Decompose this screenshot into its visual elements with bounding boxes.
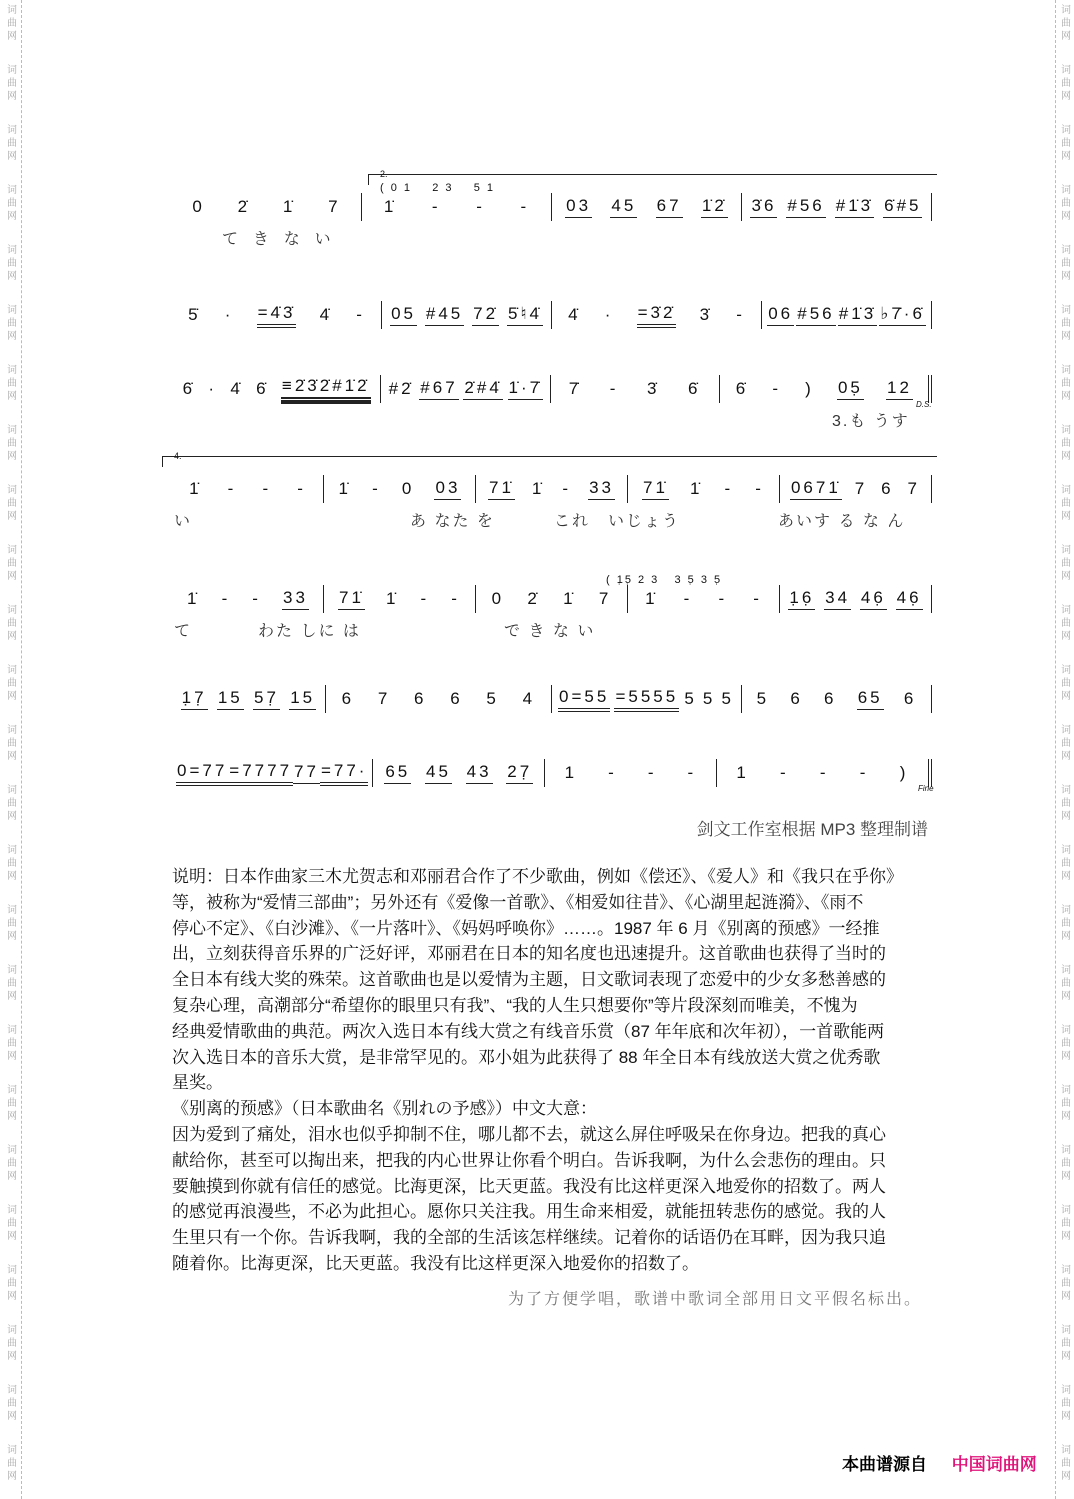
- lyrics: い: [174, 513, 193, 530]
- measure: [780, 585, 932, 613]
- note: 46̣: [860, 588, 887, 610]
- note: 65: [857, 688, 884, 710]
- note: 1̇: [531, 478, 545, 498]
- watermark-text: 词 曲 网: [7, 785, 17, 822]
- score-row: [172, 684, 932, 714]
- score-row: [172, 192, 932, 222]
- note: 71̇: [488, 478, 515, 500]
- note: 33: [588, 478, 615, 500]
- footer-source: [842, 1450, 1037, 1475]
- description-line: 出，立刻获得音乐界的广泛好评，邓丽君在日本的知名度也迅速提升。这首歌曲也获得了当时的: [172, 944, 886, 964]
- note: ): [899, 762, 909, 782]
- measure: [373, 759, 545, 787]
- note: 1: [736, 762, 749, 782]
- description-text: [172, 864, 942, 1277]
- note: 5: [721, 688, 734, 708]
- note: 1̇: [282, 196, 296, 216]
- lyrics-note: 为了方便学唱，歌谱中歌词全部用日文平假名标出。: [507, 1291, 922, 1308]
- note: 05̣: [837, 378, 864, 400]
- watermark-text: 词 曲 网: [1061, 125, 1071, 162]
- note: -: [647, 762, 657, 782]
- watermark-text: 词 曲 网: [1061, 1025, 1071, 1062]
- note: -: [562, 478, 572, 498]
- note: 5: [486, 688, 499, 708]
- note: =4̇3̇: [257, 303, 297, 328]
- note: 45: [610, 196, 637, 218]
- watermark-text: 词 曲 网: [7, 125, 17, 162]
- measure: [762, 301, 932, 329]
- note: -: [476, 196, 485, 216]
- note: -: [356, 304, 365, 324]
- measure: [172, 193, 362, 221]
- description-line: 生里只有一个你。告诉我啊，我的全部的生活该怎样继续。记着你的话语仍在耳畔，因为我只追: [172, 1228, 886, 1248]
- watermark-text: 词 曲 网: [7, 365, 17, 402]
- note: 0=55: [558, 687, 610, 712]
- note: 4̇: [319, 304, 333, 324]
- note: 6: [881, 478, 894, 498]
- note: ): [805, 378, 814, 398]
- watermark-text: 词 曲 网: [7, 485, 17, 522]
- measure: [742, 193, 932, 221]
- lyrics: これ: [554, 513, 591, 530]
- measure: [628, 475, 780, 503]
- note: 15: [289, 688, 316, 710]
- watermark-text: 词 曲 网: [7, 1205, 17, 1242]
- note: 15: [217, 688, 244, 710]
- note: 1̇·7̇: [508, 378, 544, 400]
- note: 0=77: [176, 761, 228, 786]
- measure: [476, 585, 628, 613]
- watermark-text: 词 曲 网: [1061, 1145, 1071, 1182]
- lyrics: 3.も うす: [832, 413, 910, 430]
- watermark-text: 词 曲 网: [7, 1445, 17, 1482]
- note: ·: [604, 304, 614, 324]
- note: -: [297, 478, 306, 498]
- measure: [545, 759, 717, 787]
- watermark-text: 词 曲 网: [7, 1265, 17, 1302]
- note: =77·: [320, 761, 369, 786]
- note: 2̇: [527, 588, 540, 608]
- note: 7: [598, 588, 612, 608]
- note: 1̇: [189, 478, 202, 498]
- measure: [172, 475, 324, 503]
- description-line: 等，被称为“爱情三部曲”；另外还有《爱像一首歌》、《相爱如往昔》、《心湖里起涟漪》、《雨不: [172, 892, 864, 912]
- note: -: [608, 762, 617, 782]
- measure: [324, 475, 476, 503]
- note: ·: [224, 304, 234, 324]
- note: 6: [824, 688, 837, 708]
- description-line: 经典爱情歌曲的典范。两次入选日本有线大赏之有线音乐赏（87 年年底和次年初），一首歌能两: [172, 1021, 885, 1041]
- measure: [552, 685, 742, 713]
- measure: [628, 585, 780, 613]
- note: #45: [425, 304, 464, 326]
- note: 71̇: [642, 478, 669, 500]
- note: 0: [401, 478, 415, 498]
- note: 71̇: [338, 588, 365, 610]
- watermark-text: 词 曲 网: [7, 1385, 17, 1422]
- measure: [324, 585, 476, 613]
- watermark-text: 词 曲 网: [1061, 305, 1071, 342]
- watermark-text: 词 曲 网: [7, 305, 17, 342]
- note: 5̇: [188, 304, 201, 324]
- note: =3̇2̇: [637, 303, 677, 328]
- note: #2̇: [388, 378, 414, 398]
- lyrics: で き な い: [504, 623, 596, 640]
- note: 33: [282, 588, 309, 610]
- lyrics: て: [174, 623, 193, 640]
- measure: [552, 193, 742, 221]
- watermark-text: 词 曲 网: [7, 1145, 17, 1182]
- watermark-text: 词 曲 网: [1061, 1385, 1071, 1422]
- note: 46̣: [896, 588, 923, 610]
- note: -: [221, 588, 231, 608]
- watermark-text: 词 曲 网: [1061, 545, 1071, 582]
- note: 1̣7̣: [181, 688, 208, 710]
- watermark-text: 词 曲 网: [1061, 485, 1071, 522]
- note: 05: [390, 304, 417, 326]
- note: 03: [434, 478, 461, 500]
- watermark-text: 词 曲 网: [1061, 905, 1071, 942]
- watermark-text: 词 曲 网: [7, 65, 17, 102]
- description-line: 的感觉再浪漫些，不必为此担心。愿你只关注我。用生命来相爱，就能扭转悲伤的感觉。我的人: [172, 1202, 886, 1222]
- note: 06: [767, 304, 794, 326]
- watermark-text: 词 曲 网: [7, 845, 17, 882]
- measure: [717, 759, 932, 787]
- note: 6̇: [182, 378, 196, 398]
- note: 6: [341, 688, 355, 708]
- note: 72̇: [472, 304, 499, 326]
- note: 5: [756, 688, 770, 708]
- note: 6̇: [687, 378, 701, 398]
- left-dashed-margin: [21, 0, 22, 1499]
- note: 0671̇: [790, 478, 842, 500]
- note: 2̇: [237, 196, 251, 216]
- watermark-text: 词 曲 网: [1061, 365, 1071, 402]
- note: -: [262, 478, 272, 498]
- description-line: 次入选日本的音乐大赏，是非常罕见的。邓小姐为此获得了 88 年全日本有线放送大赏之优秀歌: [172, 1047, 881, 1067]
- transcription-credit: 剑文工作室根据 MP3 整理制谱: [696, 820, 928, 839]
- watermark-text: 词 曲 网: [7, 965, 17, 1002]
- measure: [362, 193, 552, 221]
- note: ·: [208, 378, 218, 398]
- note: 77: [293, 762, 320, 784]
- note: 4̇: [568, 304, 581, 324]
- measure: [381, 375, 550, 403]
- score-row: [172, 474, 932, 504]
- watermark-text: 词 曲 网: [1061, 5, 1071, 42]
- note: 1̇: [338, 478, 352, 498]
- watermark-text: 词 曲 网: [7, 245, 17, 282]
- note: 27̣: [506, 762, 533, 784]
- note: -: [755, 478, 764, 498]
- watermark-text: 词 曲 网: [1061, 605, 1071, 642]
- note: 7̇: [568, 378, 582, 398]
- watermark-text: 词 曲 网: [1061, 245, 1071, 282]
- note: -: [683, 588, 693, 608]
- note: =5555: [614, 687, 679, 712]
- note: 7: [377, 688, 391, 708]
- measure: [172, 585, 324, 613]
- watermark-text: 词 曲 网: [7, 1085, 17, 1122]
- note: -: [609, 378, 619, 398]
- score-row: [172, 300, 932, 330]
- note: -: [736, 304, 745, 324]
- note: 6: [450, 688, 463, 708]
- note: -: [431, 196, 441, 216]
- watermark-text: 词 曲 网: [7, 5, 17, 42]
- source-label: 本曲谱源自: [842, 1455, 927, 1474]
- note: 0: [192, 196, 205, 216]
- score-row: [172, 374, 932, 404]
- description-line: 因为爱到了痛处，泪水也似乎抑制不住，哪儿都不去，就这么屏住呼吸呆在你身边。把我的真心: [172, 1124, 886, 1144]
- watermark-text: 词 曲 网: [1061, 1205, 1071, 1242]
- note: 1̣6̣: [788, 588, 815, 610]
- site-name-link[interactable]: 中国词曲网: [951, 1455, 1037, 1474]
- note: 1̇: [383, 196, 397, 216]
- note: 1̇: [690, 478, 703, 498]
- measure: [382, 301, 552, 329]
- watermark-text: 词 曲 网: [7, 905, 17, 942]
- score-row: [172, 758, 932, 788]
- note: 5̇♮4̇: [507, 304, 543, 326]
- watermark-text: 词 曲 网: [7, 1025, 17, 1062]
- watermark-text: 词 曲 网: [7, 605, 17, 642]
- note: -: [859, 762, 869, 782]
- note: 7: [854, 478, 868, 498]
- note: 12: [886, 378, 913, 400]
- note: 34: [824, 588, 851, 610]
- note: 57̣: [253, 688, 280, 710]
- measure: [720, 375, 932, 403]
- watermark-text: 词 曲 网: [1061, 1325, 1071, 1362]
- note: 6̇#5: [883, 196, 922, 218]
- watermark-text: 词 曲 网: [7, 545, 17, 582]
- lyrics: わた しに は: [258, 623, 361, 640]
- note: 3̇: [646, 378, 660, 398]
- note: -: [718, 588, 728, 608]
- measure: [172, 301, 382, 329]
- score-row: [172, 584, 932, 614]
- end-mark: Fine: [918, 784, 934, 793]
- measure: [551, 375, 720, 403]
- note: 4̇: [230, 378, 243, 398]
- description-line: 《别离的预感》（日本歌曲名《别れの予感》）中文大意：: [172, 1099, 597, 1119]
- note: -: [451, 588, 460, 608]
- note: 3̇6: [750, 196, 777, 218]
- measure: [552, 301, 762, 329]
- note: 6: [903, 688, 917, 708]
- lyrics: あ なた を: [410, 513, 495, 530]
- note: -: [753, 588, 762, 608]
- note: -: [227, 478, 237, 498]
- watermark-text: 词 曲 网: [1061, 845, 1071, 882]
- watermark-text: 词 曲 网: [7, 1325, 17, 1362]
- measure: [326, 685, 552, 713]
- note: -: [819, 762, 829, 782]
- note: 3̇: [699, 304, 713, 324]
- note: 6̇: [735, 378, 749, 398]
- description-line: 说明：日本作曲家三木尤贺志和邓丽君合作了不少歌曲，例如《偿还》、《爱人》和《我只在乎你》: [172, 867, 903, 886]
- note: 0: [491, 588, 505, 608]
- note: 6: [790, 688, 803, 708]
- watermark-text: 词 曲 网: [1061, 725, 1071, 762]
- note: 4: [522, 688, 536, 708]
- ornament-annotation: ( 1̣5̣ 2 3 3 5̣ 3 5̣: [606, 574, 723, 586]
- note: #56: [786, 196, 825, 218]
- right-dashed-margin: [1055, 0, 1056, 1499]
- measure: [742, 685, 932, 713]
- measure: [172, 759, 373, 787]
- watermark-text: 词 曲 网: [7, 185, 17, 222]
- note: 45: [425, 762, 452, 784]
- note: 1̇2̇: [701, 196, 728, 218]
- description-line: 献给你，甚至可以掏出来，把我的内心世界让你看个明白。告诉我啊，为什么会悲伤的理由。只: [172, 1150, 886, 1170]
- note: #1̇3̇: [838, 304, 877, 326]
- description-line: 全日本有线大奖的殊荣。这首歌曲也是以爱情为主题，日文歌词表现了恋爱中的少女多愁善感的: [172, 970, 886, 990]
- note: 6: [414, 688, 427, 708]
- description-line: 随着你。比海更深，比天更蓝。我没有比这样更深入地爱你的招数了。: [172, 1253, 699, 1273]
- measure: [172, 375, 381, 403]
- note: -: [520, 196, 530, 216]
- note: 43: [466, 762, 493, 784]
- end-mark: D.S.: [916, 400, 932, 409]
- measure: [476, 475, 628, 503]
- row1-lyrics: て き な い: [222, 231, 333, 248]
- note: -: [772, 378, 782, 398]
- measure: [172, 685, 326, 713]
- watermark-text: 词 曲 网: [1061, 1265, 1071, 1302]
- note: 1: [564, 762, 578, 782]
- note: 65: [384, 762, 411, 784]
- note: 1̇: [386, 588, 399, 608]
- watermark-text: 词 曲 网: [1061, 785, 1071, 822]
- watermark-text: 词 曲 网: [7, 725, 17, 762]
- note: =7777: [228, 761, 293, 786]
- note: 1̇: [563, 588, 576, 608]
- note: -: [252, 588, 261, 608]
- lyrics: あいす る な ん: [778, 513, 906, 530]
- watermark-text: 词 曲 网: [1061, 665, 1071, 702]
- note: ≡2̇3̇2̇#1̇2̇: [281, 376, 371, 402]
- note: -: [372, 478, 381, 498]
- ornament-annotation: ( 0 1 2 3 5 1: [380, 182, 496, 194]
- watermark-text: 词 曲 网: [7, 425, 17, 462]
- note: #67: [419, 378, 458, 400]
- note: 1̇: [187, 588, 200, 608]
- watermark-text: 词 曲 网: [1061, 1445, 1071, 1482]
- description-line: 停心不定》、《白沙滩》、《一片落叶》、《妈妈呼唤你》……。1987 年 6 月《别离的预感》一经推: [172, 918, 880, 938]
- volta-label: 4.: [174, 451, 182, 461]
- watermark-text: 词 曲 网: [1061, 965, 1071, 1002]
- note: 7: [328, 196, 341, 216]
- note: 7: [907, 478, 921, 498]
- note: -: [780, 762, 789, 782]
- note: #56: [796, 304, 835, 326]
- note: 2̇#4̇: [463, 378, 502, 400]
- lyrics: いじょう: [608, 513, 681, 530]
- watermark-text: 词 曲 网: [1061, 1085, 1071, 1122]
- note: 6̇: [256, 378, 269, 398]
- measure: [780, 475, 932, 503]
- note: ♭7̇·6̇: [879, 304, 926, 326]
- note: 5: [684, 688, 697, 708]
- description-line: 要触摸到你就有信任的感觉。比海更深，比天更蓝。我没有比这样更深入地爱你的招数了。两人: [172, 1176, 886, 1196]
- description-line: 复杂心理，高潮部分“希望你的眼里只有我”、“我的人生只想要你”等片段深刻而唯美，不愧为: [172, 995, 858, 1015]
- note: 67: [656, 196, 683, 218]
- note: -: [724, 478, 734, 498]
- note: 03: [565, 196, 592, 218]
- volta-label: 2.: [380, 169, 388, 179]
- watermark-text: 词 曲 网: [1061, 425, 1071, 462]
- note: -: [420, 588, 430, 608]
- note: 5: [702, 688, 716, 708]
- note: -: [687, 762, 697, 782]
- volta-bracket: [162, 456, 937, 467]
- note: 1̇: [645, 588, 658, 608]
- watermark-text: 词 曲 网: [1061, 65, 1071, 102]
- note: #1̇3̇: [835, 196, 874, 218]
- watermark-text: 词 曲 网: [1061, 185, 1071, 222]
- watermark-text: 词 曲 网: [7, 665, 17, 702]
- description-line: 星奖。: [172, 1073, 223, 1093]
